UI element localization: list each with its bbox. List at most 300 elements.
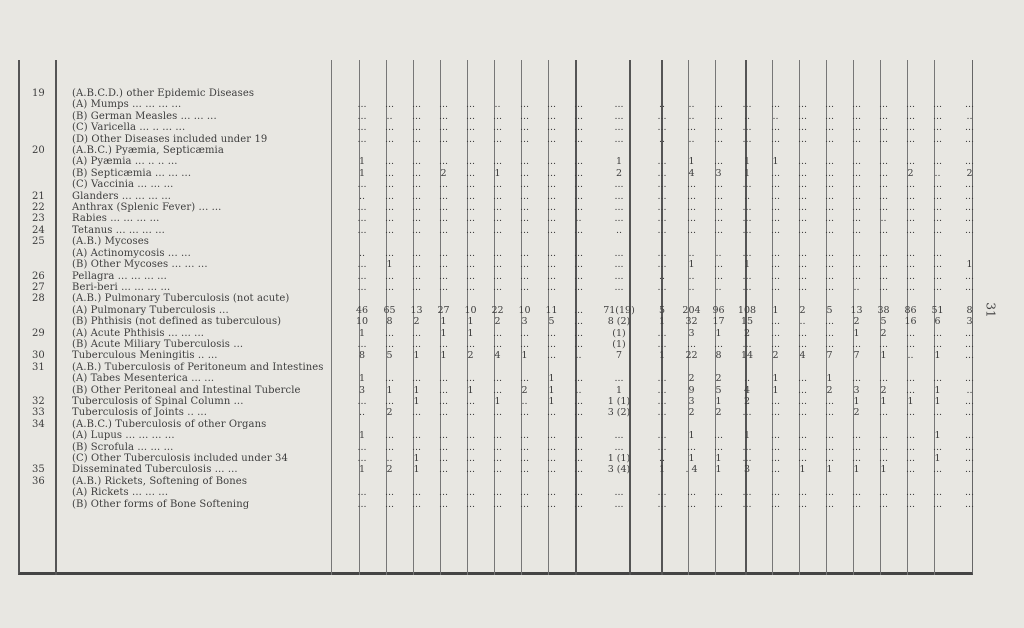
table-cell: ...	[546, 487, 557, 499]
table-cell	[762, 145, 789, 156]
table-cell: ...	[932, 156, 943, 168]
table-cell: ...	[411, 441, 422, 453]
table-cell: ...	[770, 259, 781, 271]
table-cell: ...	[519, 190, 530, 202]
table-cell: 1	[907, 395, 914, 407]
table-cell: 1	[358, 464, 366, 476]
table-cell	[430, 476, 457, 487]
table-cell: ...	[851, 247, 862, 259]
table-cell: ..	[880, 213, 887, 225]
table-cell	[348, 145, 376, 156]
table-cell: 1	[966, 259, 973, 271]
table-cell: ...	[519, 270, 530, 282]
table-cell: 6	[934, 316, 941, 328]
table-row	[20, 168, 988, 179]
table-cell: ..	[715, 247, 722, 259]
table-cell: 4	[688, 167, 695, 179]
table-cell: ...	[964, 224, 975, 236]
table-cell: ...	[797, 110, 808, 122]
table-row	[20, 259, 988, 270]
table-cell: ...	[797, 498, 808, 510]
table-cell: ...	[824, 498, 835, 510]
row-number: 19	[32, 88, 45, 99]
table-cell	[538, 236, 565, 247]
table-cell: ...	[851, 156, 862, 168]
table-cell: 8	[358, 350, 366, 362]
table-cell: ...	[438, 430, 449, 442]
table-cell: ...	[824, 316, 835, 328]
table-cell: ...	[411, 110, 422, 122]
table-cell: ...	[357, 133, 367, 145]
table-cell	[348, 362, 376, 373]
table-cell: ...	[438, 99, 449, 111]
row-label: Beri-beri ... ... ... ...	[72, 281, 171, 293]
table-cell: ...	[492, 281, 503, 293]
table-cell: 1	[688, 453, 695, 464]
table-cell: ...	[519, 487, 530, 499]
table-cell: ...	[465, 247, 476, 259]
table-cell: 1	[658, 464, 666, 476]
table-cell: ..	[658, 270, 666, 282]
table-cell: ...	[546, 213, 557, 225]
table-cell: ...	[384, 213, 395, 225]
table-cell: ...	[964, 350, 975, 362]
row-label: (B) Other Mycoses ... ... ...	[72, 259, 208, 271]
table-cell: ...	[384, 281, 395, 293]
table-cell: 3	[521, 316, 528, 328]
table-cell: ...	[519, 464, 530, 476]
table-cell: ...	[964, 453, 975, 464]
table-cell: ...	[932, 441, 943, 453]
row-label: (A) Tabes Mesenterica ... ...	[72, 373, 215, 385]
table-cell	[457, 476, 484, 487]
table-cell: ...	[384, 179, 395, 191]
table-cell: ...	[384, 156, 395, 168]
table-cell: ...	[824, 202, 835, 214]
table-cell	[789, 236, 816, 247]
table-cell: ...	[465, 167, 476, 179]
table-cell: ...	[932, 179, 943, 191]
table-cell: ...	[932, 407, 943, 419]
table-cell: ...	[438, 133, 449, 145]
table-cell: ...	[713, 110, 724, 122]
table-cell	[678, 293, 705, 304]
table-cell: ...	[573, 441, 584, 453]
table-cell	[870, 293, 897, 304]
table-cell: ...	[573, 99, 584, 111]
table-cell: ...	[357, 338, 367, 350]
table-cell: ...	[824, 110, 835, 122]
table-cell: 96	[712, 304, 725, 316]
table-cell: ...	[797, 407, 808, 419]
table-cell: ...	[797, 270, 808, 282]
table-cell: ...	[465, 281, 476, 293]
table-cell: 8	[715, 350, 722, 362]
table-row	[20, 145, 988, 156]
table-cell: 13	[410, 304, 423, 316]
table-cell	[897, 236, 924, 247]
row-number	[20, 156, 68, 167]
table-cell: ...	[713, 179, 724, 191]
table-cell: ...	[851, 190, 862, 202]
table-cell: ..	[658, 99, 666, 111]
table-cell: ...	[411, 487, 422, 499]
table-cell: ...	[770, 430, 781, 442]
table-cell: ...	[964, 99, 975, 111]
table-cell: 1	[772, 373, 779, 385]
table-cell: ...	[770, 99, 781, 111]
table-cell	[592, 145, 646, 156]
table-cell: ...	[384, 487, 395, 499]
row-label: (A.B.C.) Pyæmia, Septicæmia	[72, 145, 224, 157]
table-cell: ...	[492, 202, 503, 214]
table-row	[20, 122, 988, 133]
table-cell: 1	[934, 384, 941, 396]
table-row	[20, 339, 988, 350]
table-row	[20, 293, 988, 304]
table-cell: ...	[797, 395, 808, 407]
table-cell: 1	[358, 167, 366, 179]
table-cell	[565, 362, 592, 373]
table-cell	[592, 362, 646, 373]
table-cell: ...	[465, 133, 476, 145]
table-cell: ...	[438, 453, 449, 464]
table-cell: 15	[740, 316, 754, 328]
table-cell: ...	[438, 224, 449, 236]
table-cell: 5	[880, 316, 887, 328]
row-number	[20, 373, 68, 384]
table-cell: ...	[465, 441, 476, 453]
table-cell: ...	[438, 247, 449, 259]
table-cell	[376, 476, 403, 487]
table-cell: ...	[713, 133, 724, 145]
table-cell: ...	[573, 338, 584, 350]
table-cell	[678, 362, 705, 373]
table-cell: ...	[824, 190, 835, 202]
table-cell	[789, 293, 816, 304]
table-cell: 1 (1)	[607, 395, 631, 407]
table-cell: ...	[905, 202, 916, 214]
table-cell: ...	[357, 453, 367, 464]
table-cell: 1	[615, 156, 623, 168]
table-cell	[678, 236, 705, 247]
table-cell: ...	[546, 110, 557, 122]
table-cell: ...	[573, 179, 584, 191]
table-cell: ...	[878, 133, 889, 145]
table-cell: 1	[440, 350, 447, 362]
table-row	[20, 476, 988, 487]
table-cell	[457, 419, 484, 430]
table-cell: ...	[519, 498, 530, 510]
table-cell: ...	[519, 202, 530, 214]
table-cell: ...	[465, 430, 476, 442]
table-cell	[376, 419, 403, 430]
table-cell: ...	[742, 247, 752, 259]
row-label: Anthrax (Splenic Fever) ... ...	[72, 202, 222, 214]
table-cell	[403, 419, 430, 430]
table-cell: 1	[688, 156, 695, 168]
table-cell: ...	[438, 441, 449, 453]
row-label: (C) Varicella ... .. ... ...	[72, 122, 186, 134]
row-label: (A.B.) Mycoses	[72, 236, 150, 248]
table-row	[20, 111, 988, 122]
table-cell: ...	[851, 99, 862, 111]
table-cell: ..	[358, 407, 366, 419]
table-row	[20, 236, 988, 247]
table-cell: ..	[575, 350, 582, 362]
row-label: (B) Acute Miliary Tuberculosis ...	[72, 338, 244, 350]
table-cell: 1	[386, 259, 393, 271]
table-cell: ...	[411, 202, 422, 214]
table-cell: ...	[797, 213, 808, 225]
table-cell: ...	[932, 259, 943, 271]
table-cell: ...	[614, 498, 624, 510]
table-cell: 1	[934, 350, 941, 362]
table-cell: ...	[657, 156, 667, 168]
table-cell	[951, 248, 988, 259]
table-cell	[538, 362, 565, 373]
table-cell: 1	[826, 373, 833, 385]
table-cell: ...	[851, 110, 862, 122]
table-cell: ...	[573, 407, 584, 419]
table-cell: ...	[797, 133, 808, 145]
table-cell: ...	[614, 213, 624, 225]
row-number	[20, 305, 68, 316]
table-cell	[376, 293, 403, 304]
table-cell: ...	[964, 122, 975, 134]
table-cell: ...	[519, 259, 530, 271]
table-cell: ...	[878, 202, 889, 214]
table-cell: ...	[851, 373, 862, 385]
table-cell: ...	[770, 395, 781, 407]
table-cell: 5	[715, 384, 722, 396]
table-cell: ...	[573, 224, 584, 236]
table-cell	[924, 145, 951, 156]
table-cell: ...	[546, 259, 557, 271]
table-cell	[789, 362, 816, 373]
table-cell	[789, 419, 816, 430]
row-label: (A) Mumps ... ... ... ...	[72, 99, 182, 111]
table-cell: ...	[932, 122, 943, 134]
table-cell: ...	[614, 270, 624, 282]
table-cell: ...	[878, 407, 889, 419]
table-cell: ...	[519, 281, 530, 293]
table-cell: ...	[905, 373, 916, 385]
table-cell: ...	[546, 407, 557, 419]
table-cell	[843, 88, 870, 99]
table-cell: ...	[438, 384, 449, 396]
table-cell: ...	[573, 259, 584, 271]
row-label: (A.B.C.D.) other Epidemic Diseases	[72, 88, 255, 99]
table-cell: 1	[358, 373, 366, 385]
table-cell: ...	[357, 270, 367, 282]
table-cell: ...	[614, 110, 624, 122]
table-row	[20, 419, 988, 430]
table-cell: ...	[797, 338, 808, 350]
table-row	[20, 248, 988, 259]
row-number: 31	[32, 361, 45, 373]
table-cell: ...	[905, 338, 916, 350]
table-row	[20, 442, 988, 453]
table-cell: ...	[686, 190, 697, 202]
table-cell: ...	[964, 270, 975, 282]
table-cell: ...	[465, 464, 476, 476]
table-cell: ...	[797, 247, 808, 259]
row-label: (C) Other Tuberculosis included under 34	[72, 453, 288, 464]
table-row	[20, 134, 988, 145]
table-cell: ...	[824, 259, 835, 271]
table-cell: ...	[932, 133, 943, 145]
table-cell: ...	[686, 498, 697, 510]
table-cell	[646, 145, 678, 156]
table-cell	[897, 419, 924, 430]
table-cell	[511, 236, 538, 247]
table-row	[20, 407, 988, 418]
table-cell: ...	[878, 487, 889, 499]
table-cell: 16	[904, 316, 917, 328]
table-cell: ...	[573, 202, 584, 214]
table-cell: ...	[573, 247, 584, 259]
table-cell	[897, 362, 924, 373]
table-cell: ...	[492, 110, 503, 122]
table-cell: ...	[519, 441, 530, 453]
table-cell: ...	[770, 498, 781, 510]
table-cell: ...	[905, 441, 916, 453]
table-cell: ...	[465, 224, 476, 236]
table-cell: ...	[964, 430, 975, 442]
table-cell: ...	[932, 338, 943, 350]
table-cell: ...	[657, 407, 667, 419]
table-cell: ...	[546, 247, 557, 259]
table-cell: ...	[438, 464, 449, 476]
table-cell: 2	[853, 407, 860, 419]
table-cell: ...	[657, 338, 667, 350]
table-cell: 3	[853, 384, 860, 396]
table-cell: ...	[492, 224, 503, 236]
table-cell: ...	[964, 190, 975, 202]
table-cell: 71(19)	[603, 304, 635, 316]
table-cell: 2	[688, 373, 695, 385]
table-cell: ...	[657, 190, 667, 202]
table-cell: ...	[878, 441, 889, 453]
table-cell: ...	[657, 247, 667, 259]
table-cell	[870, 236, 897, 247]
table-cell: ...	[824, 453, 835, 464]
table-cell: ...	[546, 281, 557, 293]
table-cell: ...	[824, 156, 835, 168]
table-cell: 1	[494, 395, 501, 407]
row-number: 29	[32, 327, 45, 339]
table-cell	[732, 88, 762, 99]
table-cell: ...	[713, 338, 724, 350]
table-cell: ...	[770, 487, 781, 499]
table-cell	[430, 236, 457, 247]
table-cell	[762, 293, 789, 304]
table-cell: 204	[682, 304, 701, 316]
table-cell: ...	[905, 270, 916, 282]
table-cell: ...	[878, 281, 889, 293]
table-cell	[457, 88, 484, 99]
row-label: (A.B.) Pulmonary Tuberculosis (not acute)	[72, 293, 290, 305]
row-number: 28	[32, 293, 45, 305]
row-number: 32	[32, 395, 45, 407]
table-cell: ...	[465, 373, 476, 385]
row-number	[20, 168, 68, 179]
table-cell	[951, 88, 988, 99]
table-cell: ...	[932, 498, 943, 510]
table-cell: ...	[824, 270, 835, 282]
table-cell: ...	[851, 338, 862, 350]
row-label: (B) Phthisis (not defined as tuberculous)	[72, 316, 282, 328]
table-cell: ...	[614, 281, 624, 293]
table-cell: 1	[467, 327, 474, 339]
table-cell: 1	[658, 350, 666, 362]
table-cell: 4	[799, 350, 806, 362]
table-cell: ...	[573, 304, 584, 316]
table-cell: ...	[713, 224, 724, 236]
table-cell: ...	[657, 122, 667, 134]
table-cell	[403, 88, 430, 99]
table-cell: ...	[905, 498, 916, 510]
table-cell: ...	[546, 498, 557, 510]
table-cell: ...	[905, 224, 916, 236]
table-cell: 108	[737, 304, 757, 316]
table-cell: 8	[966, 304, 973, 316]
table-cell: ..	[907, 350, 914, 362]
table-cell: ...	[797, 487, 808, 499]
table-cell: ...	[411, 327, 422, 339]
row-number	[20, 453, 68, 464]
table-cell: 1	[880, 350, 887, 362]
table-cell: ...	[713, 190, 724, 202]
table-cell: 1	[853, 395, 860, 407]
table-cell: ...	[742, 213, 752, 225]
table-cell: ...	[851, 202, 862, 214]
table-cell: ...	[905, 99, 916, 111]
table-row	[20, 179, 988, 190]
table-cell: ...	[614, 430, 624, 442]
table-cell: ...	[519, 430, 530, 442]
table-cell: 3	[688, 395, 695, 407]
row-label: Rabies ... ... ... ...	[72, 213, 160, 225]
row-label: (A) Pulmonary Tuberculosis ...	[72, 304, 229, 316]
table-cell: ...	[713, 259, 724, 271]
row-number	[20, 499, 68, 510]
row-number: 36	[32, 475, 45, 487]
table-cell: ..	[853, 281, 860, 293]
table-cell: ...	[438, 202, 449, 214]
row-label: (A) Rickets ... ... ...	[72, 487, 169, 499]
table-cell: ...	[438, 213, 449, 225]
table-cell: ...	[797, 259, 808, 271]
table-cell: ...	[519, 99, 530, 111]
table-cell: ...	[657, 441, 667, 453]
table-cell	[705, 476, 732, 487]
table-cell	[592, 419, 646, 430]
table-cell: ...	[384, 430, 395, 442]
table-cell: 17	[712, 316, 725, 328]
table-cell	[430, 145, 457, 156]
row-label: Glanders ... ... ... ...	[72, 190, 172, 202]
table-row	[20, 191, 988, 202]
table-cell: ...	[519, 167, 530, 179]
table-cell: ...	[614, 179, 624, 191]
row-number: 20	[32, 145, 45, 157]
table-cell: ...	[932, 224, 943, 236]
table-cell: ...	[546, 430, 557, 442]
table-cell: ...	[851, 430, 862, 442]
table-cell: ...	[384, 224, 395, 236]
